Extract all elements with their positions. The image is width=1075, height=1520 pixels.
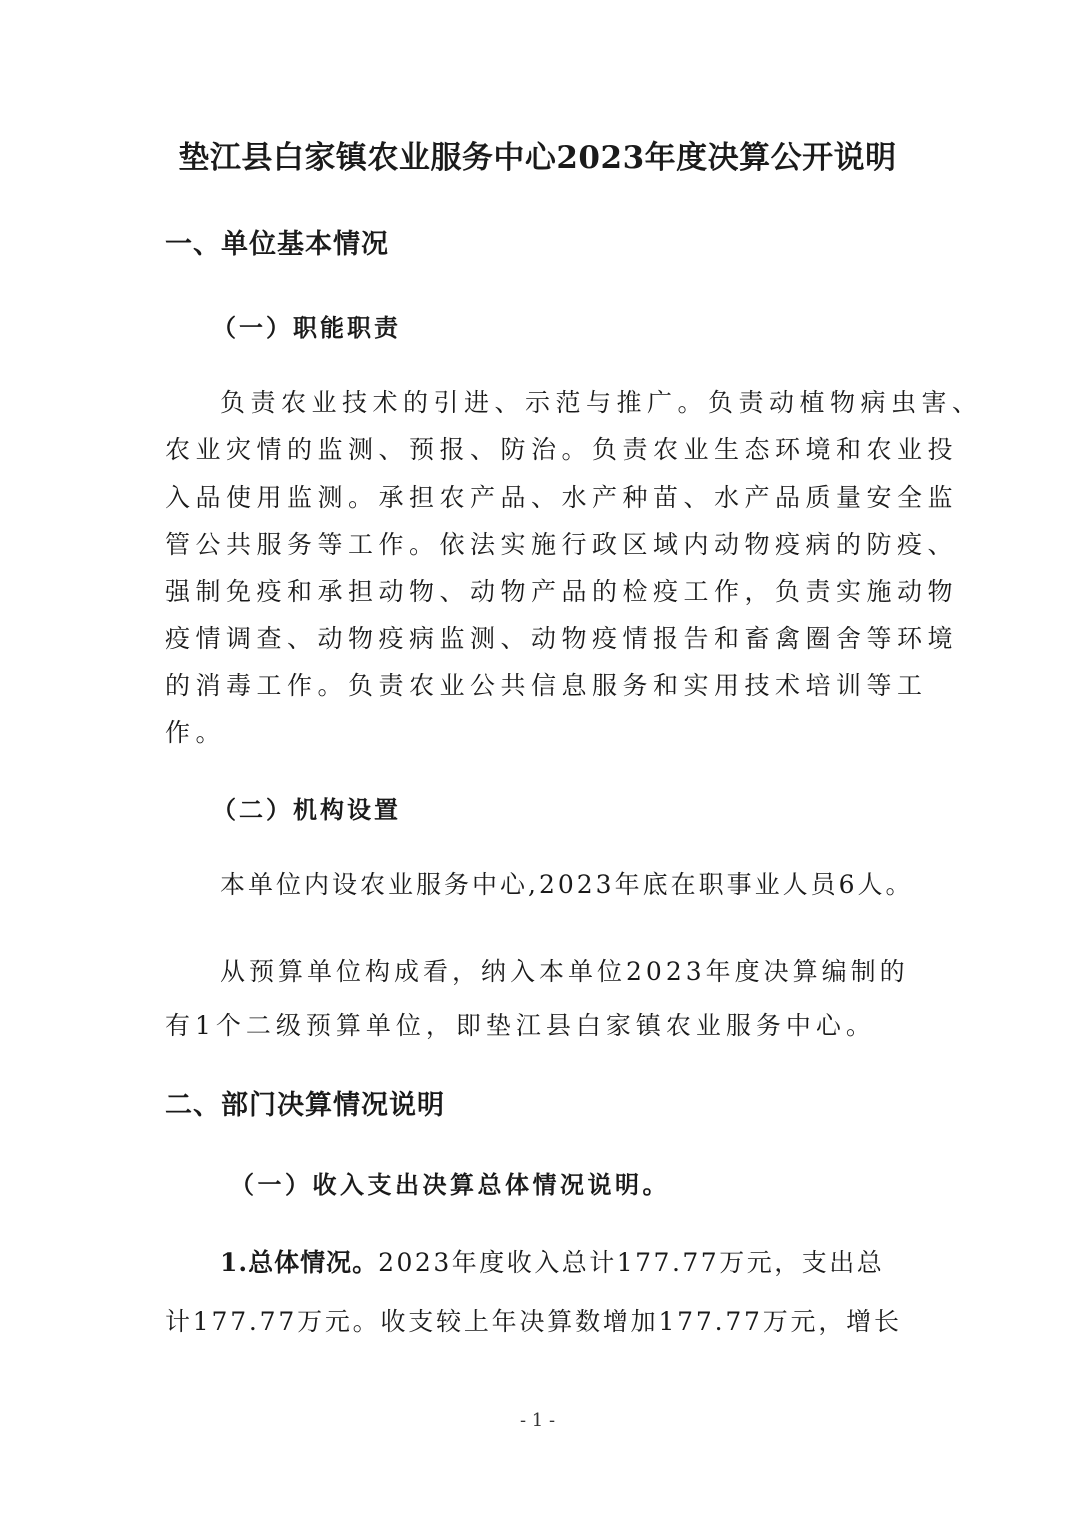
- paragraph-line: [220, 1246, 884, 1280]
- paragraph-line: 从预算单位构成看，纳入本单位2023年度决算编制的: [220, 957, 909, 986]
- paragraph-line: 强制免疫和承担动物、动物产品的检疫工作，负责实施动物: [165, 577, 959, 606]
- document-title: 垫江县白家镇农业服务中心2023年度决算公开说明: [178, 140, 897, 176]
- paragraph-line: 负责农业技术的引进、示范与推广。负责动植物病虫害、: [220, 388, 983, 417]
- section-heading-unit-basics: 一、单位基本情况: [165, 229, 389, 260]
- page-number: - 1 -: [519, 1410, 556, 1431]
- subsection-heading-functions: （一）职能职责: [212, 313, 401, 342]
- overall-situation-lead: 1.总体情况。: [220, 1248, 379, 1277]
- overall-situation-text: 2023年度收入总计177.77万元，支出总: [378, 1248, 885, 1277]
- subsection-heading-income-expenditure: （一）收入支出决算总体情况说明。: [230, 1170, 670, 1199]
- paragraph-line: 入品使用监测。承担农产品、水产种苗、水产品质量安全监: [165, 483, 959, 512]
- paragraph-line: 作。: [165, 718, 227, 747]
- paragraph-line: 农业灾情的监测、预报、防治。负责农业生态环境和农业投: [165, 435, 959, 464]
- paragraph-line: 有1个二级预算单位，即垫江县白家镇农业服务中心。: [165, 1011, 876, 1040]
- paragraph-line: 的消毒工作。负责农业公共信息服务和实用技术培训等工: [165, 671, 928, 700]
- paragraph-line: 疫情调查、动物疫病监测、动物疫情报告和畜禽圈舍等环境: [165, 624, 959, 653]
- organization-paragraph: 本单位内设农业服务中心,2023年底在职事业人员6人。: [220, 870, 914, 899]
- section-heading-final-accounts: 二、部门决算情况说明: [165, 1090, 445, 1121]
- subsection-heading-organization: （二）机构设置: [212, 795, 401, 824]
- paragraph-line: 管公共服务等工作。依法实施行政区域内动物疫病的防疫、: [165, 530, 959, 559]
- paragraph-line: 计177.77万元。收支较上年决算数增加177.77万元，增长: [165, 1307, 902, 1336]
